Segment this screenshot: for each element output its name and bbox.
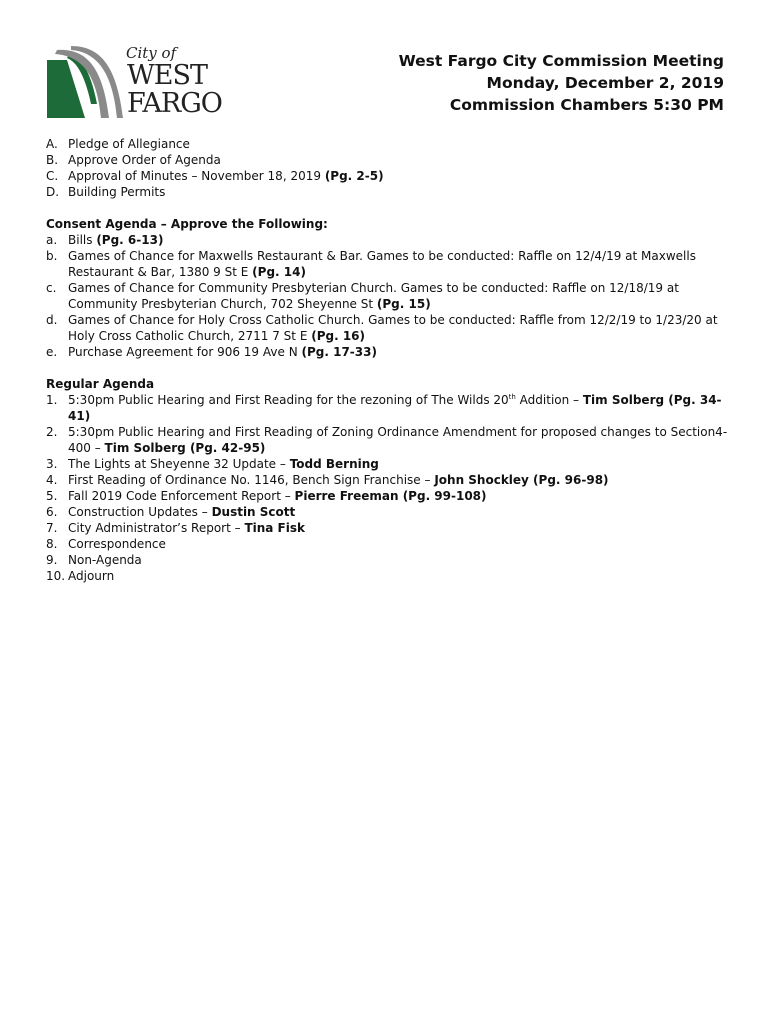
item-text-bold: Tina Fisk [244, 521, 305, 535]
agenda-item [46, 184, 736, 200]
item-marker: D. [46, 185, 60, 199]
item-text-bold: (Pg. 2-5) [324, 169, 384, 183]
item-text-bold: (Pg. 14) [252, 265, 306, 279]
item-text-plain: Purchase Agreement for 906 19 Ave N [68, 345, 302, 359]
item-superscript: th [508, 393, 516, 401]
item-marker: 4. [46, 473, 58, 487]
agenda-item [46, 168, 736, 184]
item-text [68, 456, 736, 472]
item-text-bold: Tim Solberg (Pg. 42-95) [104, 441, 266, 455]
agenda-item [46, 536, 736, 552]
regular-agenda [46, 376, 736, 584]
meeting-location: Commission Chambers 5:30 PM [449, 96, 724, 114]
item-text-bold: Tim Solberg (Pg. 34-41) [68, 393, 722, 423]
item-text [68, 520, 736, 536]
meeting-date: Monday, December 2, 2019 [486, 74, 724, 92]
meeting-header [399, 50, 724, 116]
item-text [68, 136, 736, 152]
item-marker: 9. [46, 553, 58, 567]
logo-fargo-text: FARGO [127, 88, 222, 119]
item-text-plain: Fall 2019 Code Enforcement Report – [68, 489, 295, 503]
agenda-item [46, 424, 736, 456]
regular-items [46, 392, 736, 584]
item-text [68, 488, 736, 504]
item-text-plain: First Reading of Ordinance No. 1146, Bench Sign Franchise – [68, 473, 435, 487]
item-text-plain: Approve Order of Agenda [68, 153, 221, 167]
item-marker: 8. [46, 537, 58, 551]
item-marker: c. [46, 281, 57, 295]
item-text [68, 232, 736, 248]
consent-items [46, 232, 736, 360]
item-text-plain: Pledge of Allegiance [68, 137, 190, 151]
item-text-plain: Construction Updates – [68, 505, 212, 519]
agenda-item [46, 136, 736, 152]
item-marker: 5. [46, 489, 58, 503]
item-text-plain: Games of Chance for Community Presbyterian Church. Games to be conducted: Raffle on 12/18/19 at Community Presbyterian Church, 702 Sheyenne St [68, 281, 679, 311]
agenda-item [46, 248, 736, 280]
item-marker: a. [46, 233, 58, 247]
item-text-plain: 5:30pm Public Hearing and First Reading of Zoning Ordinance Amendment for proposed changes to Section4-400 – [68, 425, 728, 455]
agenda-item [46, 488, 736, 504]
agenda-item [46, 280, 736, 312]
item-marker: C. [46, 169, 59, 183]
item-marker: 6. [46, 505, 58, 519]
item-text-bold: (Pg. 16) [311, 329, 366, 343]
item-text [68, 536, 736, 552]
item-marker: b. [46, 249, 58, 263]
item-text [68, 152, 736, 168]
item-text-bold: (Pg. 17-33) [301, 345, 377, 359]
item-text-plain: Correspondence [68, 537, 166, 551]
item-text-bold: Pierre Freeman (Pg. 99-108) [294, 489, 487, 503]
logo-west-text: WEST [127, 60, 207, 91]
item-marker: 7. [46, 521, 58, 535]
item-text [68, 424, 736, 456]
item-text [68, 280, 736, 312]
agenda-item [46, 312, 736, 344]
item-text [68, 344, 736, 360]
item-text [68, 472, 736, 488]
item-text-plain: Adjourn [68, 569, 115, 583]
item-text-plain: The Lights at Sheyenne 32 Update – [68, 457, 290, 471]
item-text [68, 168, 736, 184]
item-text-plain: Building Permits [68, 185, 166, 199]
item-text-plain: Bills [68, 233, 97, 247]
item-text-plain: City Administrator’s Report – [68, 521, 245, 535]
regular-agenda-title: Regular Agenda [46, 377, 155, 391]
agenda-item [46, 392, 736, 424]
item-text [68, 248, 736, 280]
item-marker: 3. [46, 457, 58, 471]
agenda-item [46, 568, 736, 584]
agenda-content [46, 136, 736, 584]
item-marker: B. [46, 153, 59, 167]
item-text-bold: John Shockley (Pg. 96-98) [434, 473, 609, 487]
item-text-plain: 5:30pm Public Hearing and First Reading for the rezoning of The Wilds 20 [68, 393, 509, 407]
item-text [68, 552, 736, 568]
item-text-bold: (Pg. 15) [376, 297, 431, 311]
item-marker: e. [46, 345, 58, 359]
consent-agenda [46, 216, 736, 360]
item-text-bold: Dustin Scott [211, 505, 296, 519]
item-text-plain: Approval of Minutes – November 18, 2019 [68, 169, 325, 183]
item-text-plain: Non-Agenda [68, 553, 142, 567]
item-marker: d. [46, 313, 58, 327]
item-marker: 1. [46, 393, 58, 407]
agenda-item [46, 472, 736, 488]
item-text [68, 568, 736, 584]
agenda-item [46, 456, 736, 472]
item-text-bold: (Pg. 6-13) [96, 233, 164, 247]
item-marker: 2. [46, 425, 58, 439]
item-text [68, 312, 736, 344]
item-text-plain: Games of Chance for Holy Cross Catholic Church. Games to be conducted: Raffle from 12/2/19 to 1/23/20 at Holy Cross Catholic Church, 2711 7 St E [68, 313, 718, 343]
meeting-title: West Fargo City Commission Meeting [398, 52, 724, 70]
agenda-item [46, 504, 736, 520]
logo-mark-icon [47, 46, 125, 122]
item-text-plain: Games of Chance for Maxwells Restaurant & Bar. Games to be conducted: Raffle on 12/4/19 at Maxwells Restaurant & Bar, 1380 9 St E [68, 249, 696, 279]
agenda-item [46, 520, 736, 536]
item-text-plain-2: Addition – [515, 393, 583, 407]
agenda-item [46, 344, 736, 360]
item-marker: A. [46, 137, 58, 151]
agenda-item [46, 152, 736, 168]
agenda-item [46, 552, 736, 568]
consent-agenda-title: Consent Agenda – Approve the Following: [46, 217, 328, 231]
item-text [68, 184, 736, 200]
logo-city-text: City of [126, 44, 177, 62]
item-text-bold: Todd Berning [289, 457, 379, 471]
city-logo [47, 46, 237, 122]
opening-items [46, 136, 736, 200]
agenda-item [46, 232, 736, 248]
item-text [68, 504, 736, 520]
item-marker: 10. [46, 569, 66, 583]
item-text [68, 392, 736, 424]
